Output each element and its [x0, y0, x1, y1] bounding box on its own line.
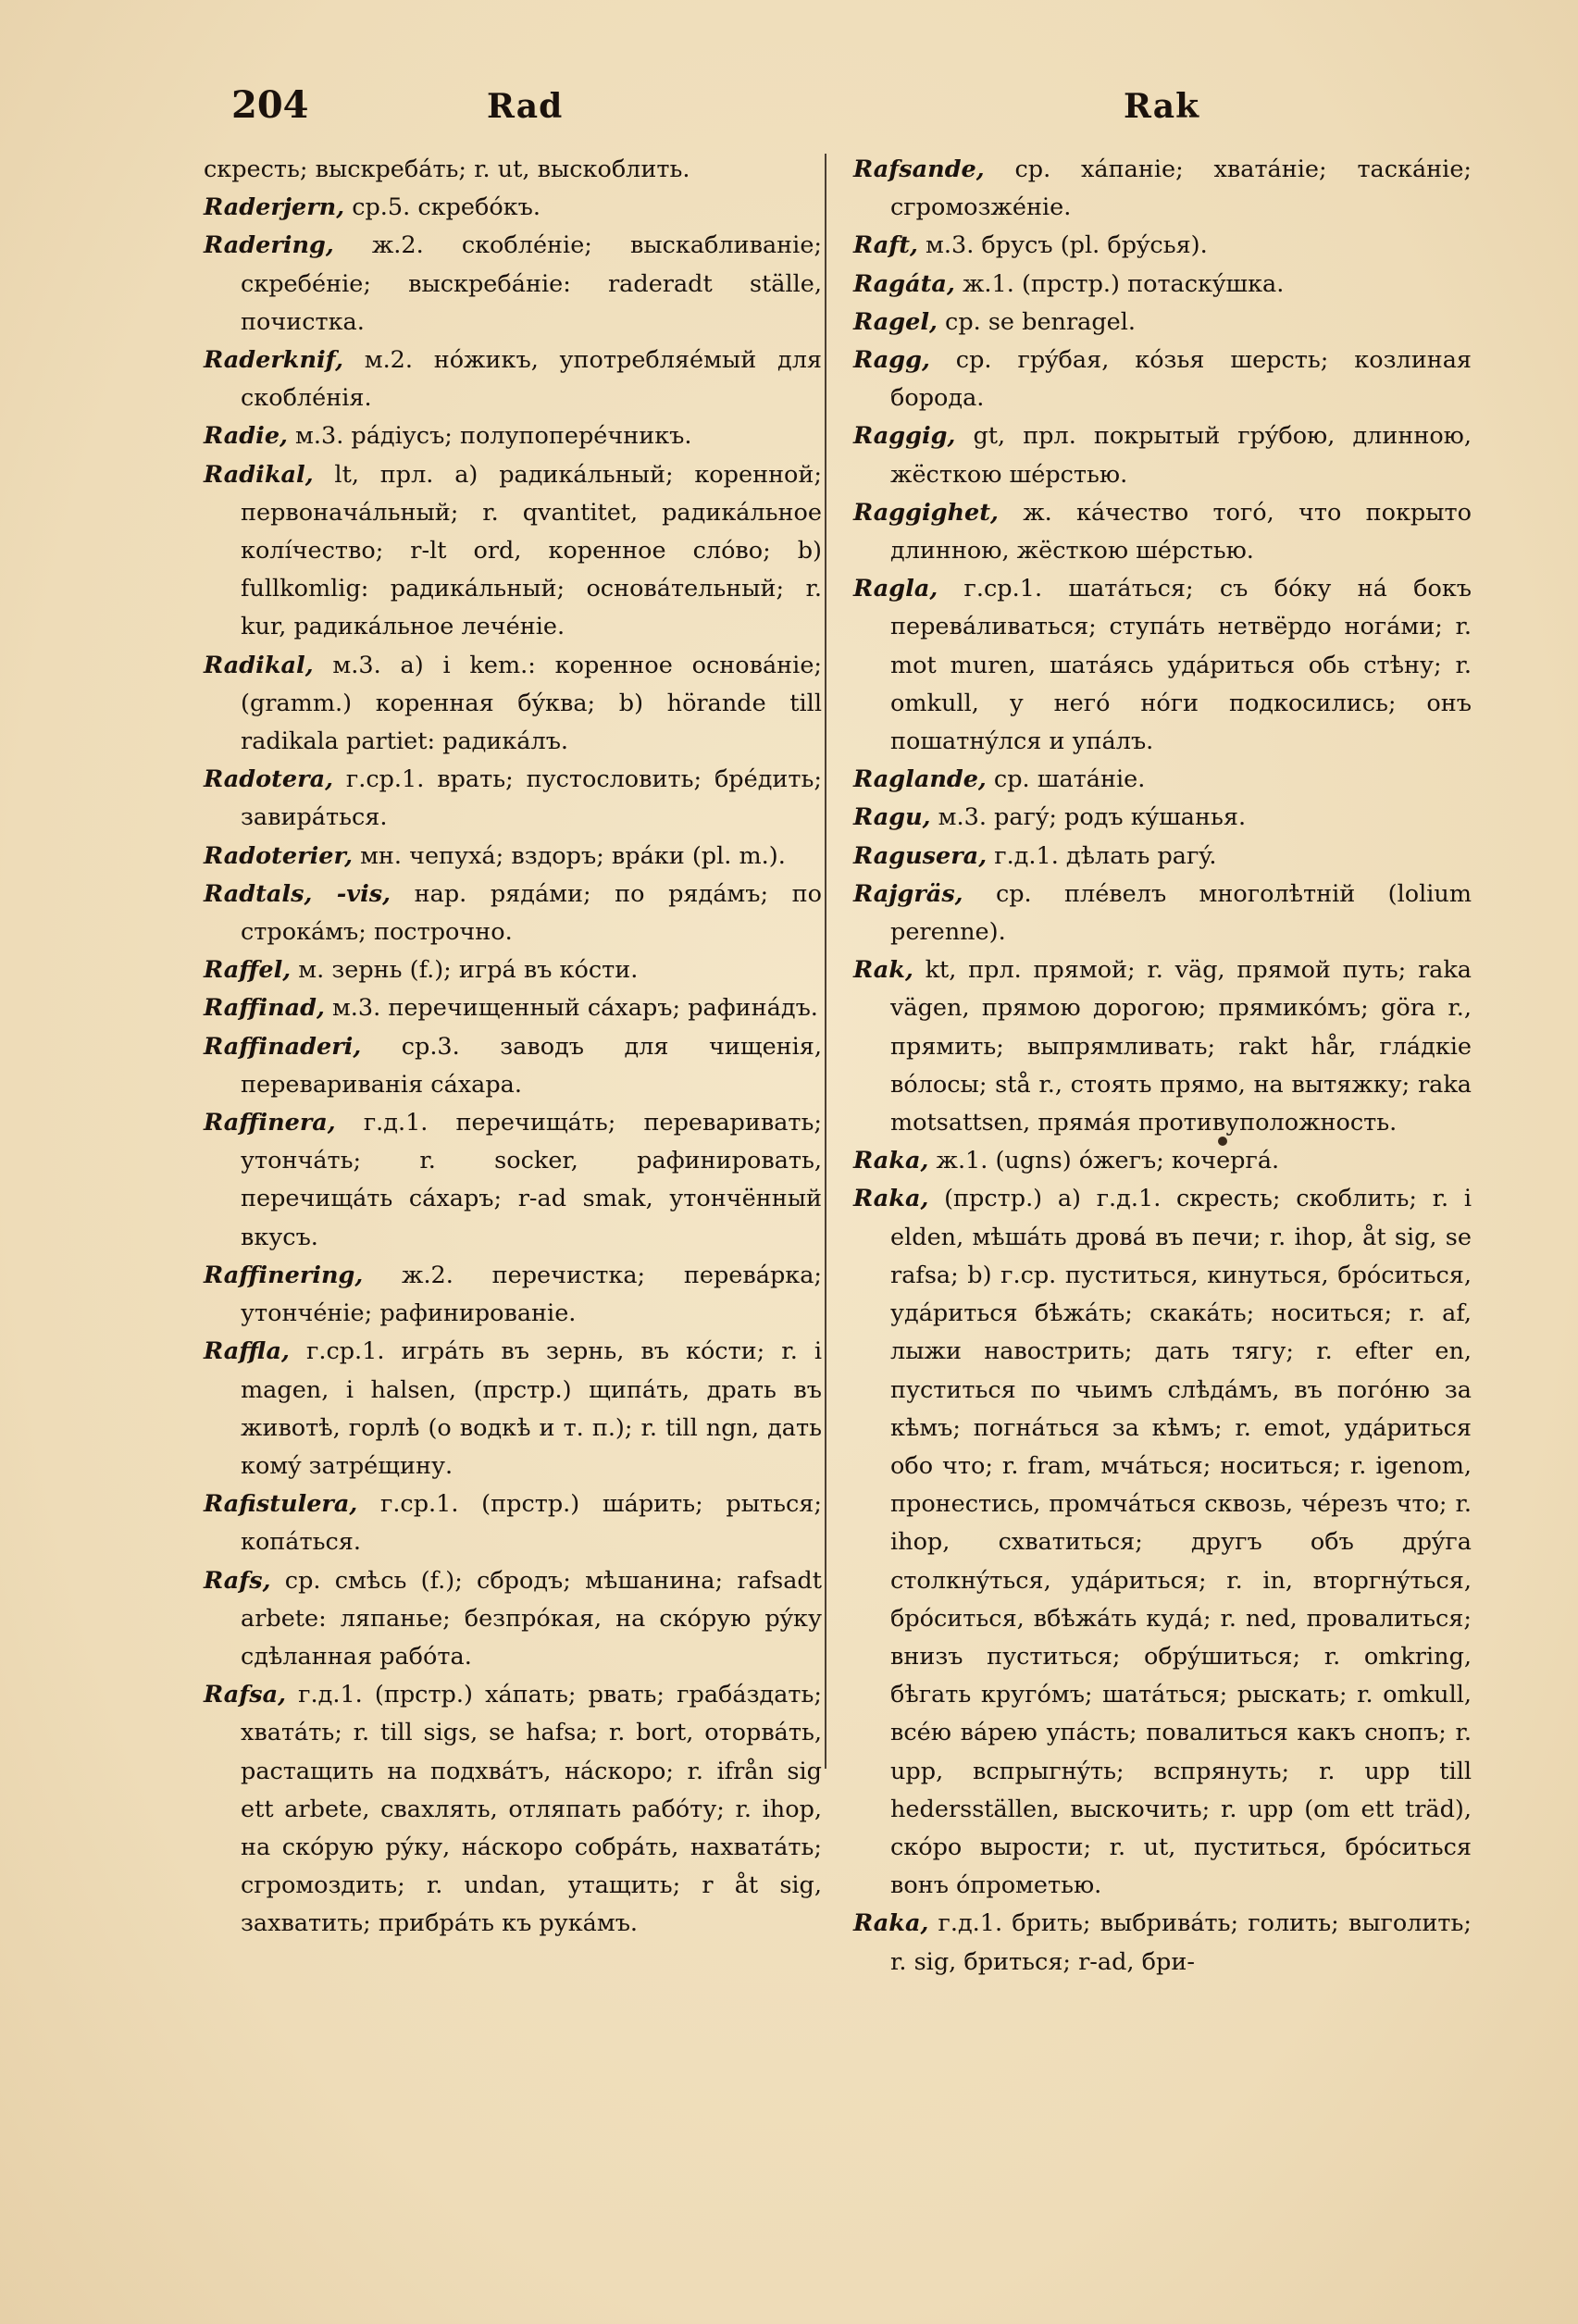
- entry-definition: г.ср.1. (прстр.) шáрить; рыться; копáться.: [241, 1490, 822, 1557]
- dictionary-entry: [853, 494, 1472, 570]
- dictionary-entry: [204, 342, 822, 417]
- entry-definition: ср.5. скребóкъ.: [352, 193, 540, 222]
- entry-headword: Raglande,: [853, 765, 987, 794]
- entry-definition: ср. шатáніе.: [993, 765, 1146, 794]
- entry-definition: gt, прл. покрытый грýбою, длинною, жёсткою шéрстью.: [890, 422, 1472, 489]
- entry-definition: г.ср.1. врать; пустословить; брéдить; завирáться.: [241, 765, 822, 832]
- entry-headword: Rafsande,: [853, 155, 985, 183]
- entry-definition: м.2. нóжикъ, употребляéмый для скоблéнія.: [241, 346, 823, 413]
- entry-definition: ж.2. перечистка; перевáрка; утончéніе; рафинированіе.: [241, 1261, 822, 1328]
- guide-word-left: Rad: [487, 87, 564, 126]
- entry-headword: Radotera,: [204, 765, 333, 794]
- entry-definition: г.ср.1. игрáть въ зернь, въ кóсти; r. i magen, i halsen, (прстр.) щипáть, драть въ животѣ, горлѣ (о водкѣ и т. п.); r. till ngn, дать комý затрéщину.: [241, 1337, 822, 1480]
- dictionary-entry: [204, 417, 822, 455]
- entry-definition: ж.2. скоблéніе; выскабливаніе; скребéніе; выскребáніе: raderadt ställe, почистка.: [241, 231, 822, 336]
- dictionary-entry: [853, 151, 1472, 227]
- entry-headword: Ragel,: [853, 307, 938, 336]
- entry-definition: ср.3. заводъ для чищенія, переваривaнія сáхара.: [241, 1032, 822, 1099]
- dictionary-entry: [204, 227, 822, 342]
- entry-headword: Ragusera,: [853, 841, 988, 870]
- dictionary-entry: [204, 1676, 822, 1943]
- entry-headword: Ragg,: [853, 346, 930, 375]
- entry-definition: м.3. рагý; родъ кýшанья.: [938, 803, 1247, 832]
- entry-headword: Raka,: [853, 1147, 929, 1175]
- entry-definition: (прстр.) а) г.д.1. скресть; скоблить; r. i elden, мѣшáть дровá въ печи; r. ihop, åt sig, se rafsa; b) г.ср. пуститься, кинуться, брóситься, удáриться бѣжáть; скакáть; носиться; r. af, лыжи навострить; дать тягу; r. efter en, пуститься по чьимъ слѣдáмъ, въ погóню за кѣмъ; погнáться за кѣмъ; r. emot, удáриться обо что; r. fram, мчáться; носиться; r. igenom, пронестись, промчáться сквозь, чéрезъ что; r. ihop, схватиться; другъ объ дрýга столкнýться, удáриться; r. in, вторгнýться, брóситься, вбѣжáть кудá; r. ned, провалиться; внизъ пуститься; обрýшиться; r. omkring, бѣгать кругóмъ; шатáться; рыскать; r. omkull, всéю вáрею упáсть; повалиться какъ снопъ; r. upp, вспрыгнýть; вспрянуть; r. upp till hedersställen, выскочить; r. upp (om ett träd), скóро вырости; r. ut, пуститься, брóситься вонъ óпрометью.: [890, 1185, 1472, 1900]
- entry-headword: Rafistulera,: [204, 1490, 358, 1519]
- entry-headword: Raffinaderi,: [204, 1032, 362, 1061]
- dictionary-entry: [204, 1485, 822, 1561]
- dictionary-entry: [853, 570, 1472, 761]
- entry-definition: ср. se benragel.: [945, 307, 1137, 336]
- column-divider: [825, 154, 826, 1769]
- entry-definition: ср. смѣсь (f.); сбродъ; мѣшанина; rafsadt arbete: ляпанье; безпрóкая, на скóрую рýку сдѣланная рабóта.: [241, 1566, 822, 1671]
- dictionary-entry: [204, 838, 822, 876]
- guide-word-right: Rak: [1124, 87, 1200, 126]
- entry-headword: Raka,: [853, 1909, 929, 1938]
- dictionary-entry: [853, 838, 1472, 876]
- entry-definition: ж.1. (прстр.) потаскýшка.: [962, 269, 1285, 298]
- entry-definition: м.3. перечищенный сáхаръ; рафинáдъ.: [331, 994, 818, 1023]
- dictionary-entry: [853, 1905, 1472, 1981]
- entry-headword: Radoterier,: [204, 841, 353, 870]
- entry-definition: г.д.1. брить; выбривáть; голить; выголить; r. sig, бриться; r-ad, бри-: [890, 1909, 1472, 1976]
- entry-definition: м.3. брусъ (pl. брýсья).: [926, 231, 1208, 260]
- entry-definition: ср. грýбая, кóзья шерсть; козлиная борода.: [890, 346, 1472, 413]
- dictionary-entry: [853, 304, 1472, 342]
- dictionary-entry: [204, 1028, 822, 1104]
- entry-headword: Raggighet,: [853, 498, 999, 527]
- entry-definition: ж.1. (ugns) óжегъ; кочергá.: [936, 1147, 1280, 1175]
- dictionary-entry: [853, 417, 1472, 493]
- entry-definition: скресть; выскребáть; r. ut, выскоблить.: [204, 155, 690, 183]
- dictionary-entry: [853, 876, 1472, 951]
- left-column: [204, 151, 822, 1944]
- entry-definition: г.д.1. дѣлать рагý.: [994, 841, 1217, 870]
- entry-definition: ср. плéвелъ многолѣтній (lolium perenne).: [890, 879, 1472, 947]
- entry-headword: Raffinad,: [204, 994, 325, 1023]
- dictionary-entry: [204, 951, 822, 989]
- entry-headword: Radering,: [204, 231, 334, 260]
- dictionary-entry: [853, 799, 1472, 837]
- dictionary-entry: [853, 761, 1472, 799]
- entry-headword: Raffinering,: [204, 1261, 364, 1289]
- page-number: 204: [231, 83, 309, 127]
- dictionary-entry: [853, 342, 1472, 417]
- dictionary-entry: [204, 189, 822, 227]
- entry-definition: ср. хáпаніе; хватáніе; таскáніе; сгромозжéніе.: [890, 155, 1472, 222]
- dictionary-entry: [204, 1333, 822, 1485]
- entry-headword: Raderjern,: [204, 193, 345, 222]
- entry-headword: Raffinera,: [204, 1109, 336, 1137]
- page-header: [0, 74, 1578, 130]
- dictionary-entry: [853, 951, 1472, 1142]
- entry-definition: м.3. а) i kem.: коренное основáніе; (gramm.) коренная бýква; b) hörande till radikala partiet: радикáлъ.: [241, 651, 822, 756]
- entry-headword: Raft,: [853, 231, 918, 260]
- dictionary-entry: [853, 1142, 1472, 1180]
- entry-definition: lt, прл. а) радикáльный; коренной; первоначáльный; r. qvantitet, радикáльное колíчество; r-lt ord, коренное слóво; b) fullkomlig: радикáльный; основáтельный; r. kur, радикáльное лечéніе.: [241, 460, 823, 641]
- entry-headword: Ragáta,: [853, 269, 955, 298]
- dictionary-entry: [853, 1180, 1472, 1905]
- entry-headword: Radikal,: [204, 651, 314, 679]
- entry-headword: Raffla,: [204, 1337, 290, 1366]
- entry-headword: Radtals, -vis,: [204, 879, 391, 908]
- entry-headword: Raka,: [853, 1185, 929, 1213]
- entry-headword: Raderknif,: [204, 346, 343, 375]
- entry-headword: Ragu,: [853, 803, 931, 832]
- dictionary-entry: [204, 1104, 822, 1257]
- entry-definition: м.3. рáдіусъ; полупоперéчникъ.: [295, 422, 692, 451]
- entry-headword: Rafsa,: [204, 1681, 287, 1709]
- dictionary-entry: [204, 876, 822, 951]
- dictionary-entry: [204, 989, 822, 1027]
- entry-definition: г.ср.1. шатáться; съ бóку нá бокъ перевáливаться; ступáть нетвёрдо ногáми; r. mot muren, шатáясь удáриться обь стѣну; r. omkull, у негó нóги подкосились; онъ пошатнýлся и упáлъ.: [890, 575, 1472, 756]
- ink-speck: [1218, 1137, 1227, 1146]
- dictionary-entry: [853, 227, 1472, 265]
- entry-headword: Raffel,: [204, 956, 292, 985]
- entry-definition: мн. чепухá; вздоръ; врáки (pl. m.).: [360, 841, 786, 870]
- entry-definition: ж. кáчество тогó, что покрыто длинною, жёсткою шéрстью.: [890, 498, 1472, 565]
- entry-headword: Radie,: [204, 422, 288, 451]
- entry-headword: Radikal,: [204, 460, 314, 489]
- dictionary-entry: [204, 151, 822, 189]
- entry-definition: г.д.1. перечищáть; переваривать; утончáть; r. socker, рафинировать, перечищáть сáхаръ; r-ad smak, утончённый вкусъ.: [241, 1109, 823, 1251]
- entry-headword: Rajgräs,: [853, 879, 963, 908]
- entry-headword: Ragla,: [853, 575, 938, 603]
- dictionary-entry: [204, 1257, 822, 1333]
- entry-headword: Raggig,: [853, 422, 956, 451]
- entry-definition: нар. рядáми; по рядáмъ; по строкáмъ; построчно.: [241, 879, 822, 947]
- entry-definition: kt, прл. прямой; r. väg, прямой путь; raka vägen, прямою дорогою; прямикóмъ; göra r., прямить; выпрямливать; rakt hår, глáдкіе вóлосы; stå r., стоять прямо, на вытяжку; raka motsattsen, прямáя противуположность.: [890, 956, 1472, 1137]
- entry-headword: Rafs,: [204, 1566, 271, 1595]
- dictionary-entry: [204, 456, 822, 647]
- dictionary-entry: [204, 1562, 822, 1677]
- dictionary-entry: [204, 647, 822, 762]
- dictionary-entry: [853, 266, 1472, 304]
- entry-definition: г.д.1. (прстр.) хáпать; рвать; грабáздать; хватáть; r. till sigs, se hafsa; r. bort, оторвáть, растащить на подхвáтъ, нáскоро; r. ifrån sig ett arbete, свахлять, отляпать рабóту; r. ihop, на скóрую рýку, нáскоро собрáть, нахватáть; сгромоздить; r. undan, утащить; r åt sig, захватить; прибрáть къ рукáмъ.: [241, 1681, 822, 1938]
- entry-headword: Rak,: [853, 956, 913, 985]
- dictionary-entry: [204, 761, 822, 837]
- right-column: [853, 151, 1472, 1982]
- entry-definition: м. зернь (f.); игрá въ кóсти.: [298, 956, 639, 985]
